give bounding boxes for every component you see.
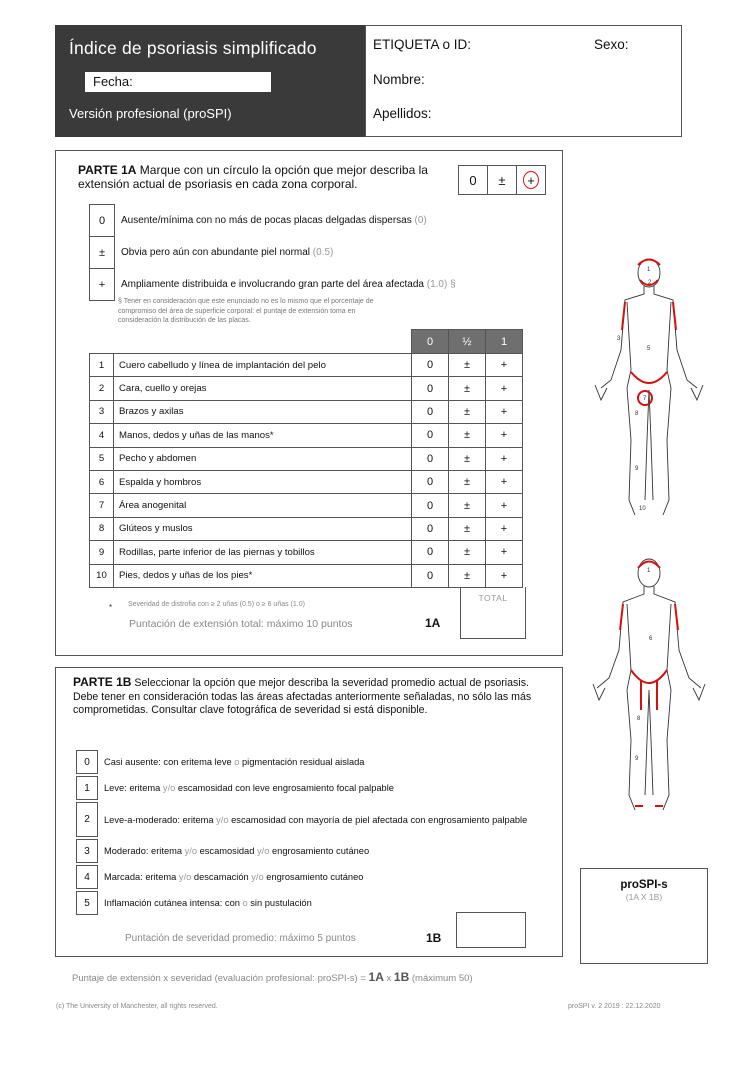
part-1a-title: PARTE 1A xyxy=(78,163,137,177)
definition-key: 0 xyxy=(90,205,115,237)
prospi-s-title: proSPI-s xyxy=(620,879,668,891)
table-row xyxy=(90,447,523,470)
definition-row xyxy=(90,205,526,237)
zone-score-option[interactable]: ± xyxy=(449,400,486,423)
svg-text:1: 1 xyxy=(647,267,651,273)
table-row xyxy=(90,541,523,564)
table-row xyxy=(90,377,523,400)
zone-score-option[interactable]: 0 xyxy=(412,447,449,470)
prospi-s-box[interactable] xyxy=(580,868,708,964)
part-1b-section xyxy=(55,667,563,957)
table-row xyxy=(90,400,523,423)
svg-text:9: 9 xyxy=(635,466,639,472)
nail-footnote: Severidad de distrofia con ≥ 2 uñas (0.5) o ≥ 6 uñas (1.0) xyxy=(128,601,305,608)
zone-number: 8 xyxy=(90,517,114,540)
zone-score-option[interactable]: + xyxy=(486,564,523,587)
body-zone-table xyxy=(89,329,523,588)
severity-row[interactable] xyxy=(77,840,546,863)
extent-definitions xyxy=(89,204,526,301)
definition-key: ± xyxy=(90,237,115,269)
zone-score-option[interactable]: + xyxy=(486,377,523,400)
total-1b-box[interactable] xyxy=(456,912,526,948)
part-1b-heading xyxy=(73,676,543,718)
part-1b-instruction: Seleccionar la opción que mejor describa la severidad promedio actual de psoriasis. Debe tener en consideración todas las áreas afectadas anteriormente señaladas, no sólo las más comprometidas. Consultar clave fotográfica de severidad si está disponible. xyxy=(73,677,532,716)
part-1b-title: PARTE 1B xyxy=(73,675,132,689)
table-row xyxy=(90,564,523,587)
zone-name: Rodillas, parte inferior de las piernas y tobillos xyxy=(114,541,412,564)
zone-number: 6 xyxy=(90,470,114,493)
table-row xyxy=(90,517,523,540)
zone-number: 3 xyxy=(90,400,114,423)
table-row xyxy=(90,470,523,493)
version-label: Versión profesional (proSPI) xyxy=(69,106,232,121)
zone-name: Espalda y hombros xyxy=(114,470,412,493)
part-1a-instruction: Marque con un círculo la opción que mejor describa la extensión actual de psoriasis en cada zona corporal. xyxy=(78,163,428,191)
zone-score-option[interactable]: ± xyxy=(449,447,486,470)
severity-table xyxy=(76,750,546,915)
zone-score-option[interactable]: ± xyxy=(449,494,486,517)
extent-note: § Tener en consideración que este enunciado no es lo mismo que el porcentaje de compromiso del área de superficie corporal: el puntaje de extensión toma en consideración la distribución de las placas. xyxy=(118,298,374,324)
legend-plus xyxy=(517,166,545,194)
zone-score-option[interactable]: ± xyxy=(449,517,486,540)
zone-name: Glúteos y muslos xyxy=(114,517,412,540)
zone-number: 2 xyxy=(90,377,114,400)
zone-score-option[interactable]: ± xyxy=(449,470,486,493)
body-figures xyxy=(575,240,715,820)
zone-name: Pecho y abdomen xyxy=(114,447,412,470)
definition-row xyxy=(90,269,526,301)
severity-row[interactable] xyxy=(77,803,546,837)
zone-score-option[interactable]: + xyxy=(486,447,523,470)
zone-score-option[interactable]: + xyxy=(486,354,523,377)
definition-text: Obvia pero aún con abundante piel normal (0.5) xyxy=(121,247,334,258)
severity-text: Inflamación cutánea intensa: con o sin pustulación xyxy=(104,898,312,908)
patient-id-panel xyxy=(365,25,682,137)
part-1a-section xyxy=(55,150,563,656)
severity-row[interactable] xyxy=(77,866,546,889)
zone-number: 1 xyxy=(90,354,114,377)
total-1b-label: 1B xyxy=(426,931,442,945)
total-1a-label: 1A xyxy=(425,616,441,630)
extent-total-text: Puntación de extensión total: máximo 10 puntos xyxy=(129,618,353,630)
prospi-s-subtitle: (1A X 1B) xyxy=(625,892,663,902)
zone-name: Pies, dedos y uñas de los pies* xyxy=(114,564,412,587)
definition-key: + xyxy=(90,269,115,301)
zone-score-option[interactable]: + xyxy=(486,494,523,517)
svg-text:2: 2 xyxy=(648,280,652,286)
col-zero: 0 xyxy=(412,330,449,354)
zone-number: 4 xyxy=(90,424,114,447)
score-legend xyxy=(458,165,546,195)
zone-score-option[interactable]: 0 xyxy=(412,424,449,447)
zone-score-option[interactable]: 0 xyxy=(412,564,449,587)
total-label: TOTAL xyxy=(478,593,508,603)
id-label: ETIQUETA o ID: xyxy=(373,37,472,52)
zone-number: 10 xyxy=(90,564,114,587)
definition-text: Ausente/mínima con no más de pocas placas delgadas dispersas (0) xyxy=(121,215,427,226)
severity-total-text: Puntación de severidad promedio: máximo 5 puntos xyxy=(125,933,356,944)
svg-text:5: 5 xyxy=(647,346,651,352)
definition-text: Ampliamente distribuida e involucrando gran parte del área afectada (1.0) § xyxy=(121,279,456,290)
zone-score-option[interactable]: 0 xyxy=(412,377,449,400)
version-info: proSPI v. 2 2019 : 22.12.2020 xyxy=(568,1003,661,1010)
svg-text:10: 10 xyxy=(639,506,646,512)
zone-score-option[interactable]: 0 xyxy=(412,541,449,564)
severity-key: 1 xyxy=(77,777,98,800)
severity-key: 5 xyxy=(77,892,98,915)
severity-text: Moderado: eritema y/o escamosidad y/o engrosamiento cutáneo xyxy=(104,846,370,856)
zone-score-option[interactable]: + xyxy=(486,424,523,447)
surname-label: Apellidos: xyxy=(373,106,432,121)
col-one: 1 xyxy=(486,330,523,354)
svg-text:7: 7 xyxy=(643,396,647,402)
svg-text:8: 8 xyxy=(635,411,639,417)
zone-score-option[interactable]: 0 xyxy=(412,494,449,517)
table-row xyxy=(90,494,523,517)
date-label: Fecha: xyxy=(93,74,133,89)
severity-text: Marcada: eritema y/o descamación y/o engrosamiento cutáneo xyxy=(104,872,364,882)
legend-zero: 0 xyxy=(459,166,488,194)
sex-label: Sexo: xyxy=(594,37,629,52)
zone-score-option[interactable]: ± xyxy=(449,424,486,447)
zone-number: 5 xyxy=(90,447,114,470)
header-title-panel xyxy=(55,25,365,137)
score-formula: Puntaje de extensión x severidad (evaluación profesional: proSPI-s) = 1A x 1B (máximum 50) xyxy=(72,970,473,984)
table-row xyxy=(90,424,523,447)
zone-score-option[interactable]: ± xyxy=(449,564,486,587)
zone-score-option[interactable]: 0 xyxy=(412,470,449,493)
svg-text:9: 9 xyxy=(635,756,639,762)
zone-name: Cuero cabelludo y línea de implantación del pelo xyxy=(114,354,412,377)
zone-header-row xyxy=(90,330,523,354)
definition-row xyxy=(90,237,526,269)
zone-name: Área anogenital xyxy=(114,494,412,517)
severity-key: 0 xyxy=(77,751,98,774)
svg-text:1: 1 xyxy=(647,568,651,574)
severity-row[interactable] xyxy=(77,777,546,800)
severity-text: Casi ausente: con eritema leve o pigmentación residual aislada xyxy=(104,757,365,767)
severity-row[interactable] xyxy=(77,751,546,774)
legend-half: ± xyxy=(488,166,517,194)
severity-text: Leve-a-moderado: eritema y/o escamosidad con mayoría de piel afectada con engrosamiento palpable xyxy=(104,814,528,825)
name-label: Nombre: xyxy=(373,72,425,87)
svg-text:8: 8 xyxy=(637,716,641,722)
table-row xyxy=(90,354,523,377)
zone-score-option[interactable]: + xyxy=(486,517,523,540)
severity-text: Leve: eritema y/o escamosidad con leve engrosamiento focal palpable xyxy=(104,783,394,793)
zone-score-option[interactable]: 0 xyxy=(412,400,449,423)
date-field[interactable] xyxy=(85,72,271,92)
circled-plus-icon: + xyxy=(523,171,539,189)
copyright: (c) The University of Manchester, all rights reserved. xyxy=(56,1003,218,1010)
zone-score-option[interactable]: + xyxy=(486,541,523,564)
footnote-star: * xyxy=(109,603,113,612)
zone-name: Brazos y axilas xyxy=(114,400,412,423)
zone-name: Manos, dedos y uñas de las manos* xyxy=(114,424,412,447)
col-half: ½ xyxy=(449,330,486,354)
zone-score-option[interactable]: 0 xyxy=(412,354,449,377)
zone-score-option[interactable]: 0 xyxy=(412,517,449,540)
severity-key: 3 xyxy=(77,840,98,863)
svg-text:3: 3 xyxy=(617,336,621,342)
zone-score-option[interactable]: + xyxy=(486,400,523,423)
severity-key: 4 xyxy=(77,866,98,889)
total-1a-box[interactable] xyxy=(460,587,526,639)
severity-key: 2 xyxy=(77,803,98,837)
form-title: Índice de psoriasis simplificado xyxy=(69,38,317,58)
zone-number: 9 xyxy=(90,541,114,564)
part-1a-heading xyxy=(78,163,454,191)
svg-text:6: 6 xyxy=(649,636,653,642)
zone-number: 7 xyxy=(90,494,114,517)
zone-name: Cara, cuello y orejas xyxy=(114,377,412,400)
zone-score-option[interactable]: ± xyxy=(449,541,486,564)
zone-score-option[interactable]: + xyxy=(486,470,523,493)
zone-score-option[interactable]: ± xyxy=(449,377,486,400)
zone-score-option[interactable]: ± xyxy=(449,354,486,377)
